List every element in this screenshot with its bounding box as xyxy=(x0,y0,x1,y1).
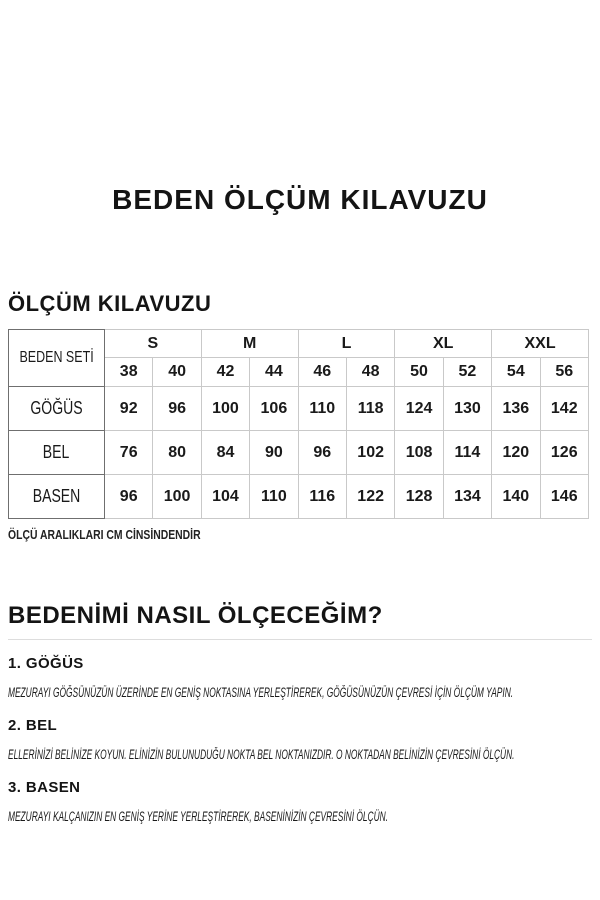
measurement-row xyxy=(9,431,589,475)
measurement-row-label-text: BEL xyxy=(43,442,70,462)
size-group-row xyxy=(9,330,589,358)
step-title: 3. BASEN xyxy=(8,779,81,796)
size-group-header: XL xyxy=(395,330,492,358)
size-number-header: 52 xyxy=(443,358,491,387)
measurement-value-cell: 90 xyxy=(250,431,298,475)
measurement-value-cell: 130 xyxy=(443,387,491,431)
measurement-value-cell: 124 xyxy=(395,387,443,431)
measurement-value-cell: 142 xyxy=(540,387,588,431)
step-title: 1. GÖĞÜS xyxy=(8,655,84,672)
measurement-value-cell: 102 xyxy=(346,431,394,475)
measurement-value-cell: 110 xyxy=(298,387,346,431)
howto-steps xyxy=(8,655,592,824)
units-note-label: ÖLÇÜ ARALIKLARI CM CİNSİNDENDİR xyxy=(8,527,201,542)
units-note xyxy=(8,527,589,542)
size-group-header: XXL xyxy=(492,330,589,358)
table-corner-header-label: BEDEN SETİ xyxy=(19,349,94,366)
measurement-value-cell: 128 xyxy=(395,475,443,519)
measurement-value-cell: 120 xyxy=(492,431,540,475)
measurement-value-cell: 80 xyxy=(153,431,201,475)
measurement-row xyxy=(9,475,589,519)
size-group-header: L xyxy=(298,330,395,358)
step-instruction-text: ELLERİNİZİ BELİNİZE KOYUN. ELİNİZİN BULUNUDUĞU NOKTA BEL NOKTANIZDIR. O NOKTADAN BELİNİZİN ÇEVRESİNİ ÖLÇÜN. xyxy=(8,747,515,762)
measurement-value-cell: 104 xyxy=(201,475,249,519)
measurement-value-cell: 100 xyxy=(153,475,201,519)
measurement-value-cell: 96 xyxy=(153,387,201,431)
page-title: BEDEN ÖLÇÜM KILAVUZU xyxy=(112,184,488,215)
size-group-header: M xyxy=(201,330,298,358)
guide-heading: ÖLÇÜM KILAVUZU xyxy=(8,291,212,316)
size-number-header: 44 xyxy=(250,358,298,387)
measurement-value-cell: 108 xyxy=(395,431,443,475)
measurement-value-cell: 96 xyxy=(298,431,346,475)
measurement-value-cell: 122 xyxy=(346,475,394,519)
measurement-value-cell: 106 xyxy=(250,387,298,431)
measurement-value-cell: 84 xyxy=(201,431,249,475)
step-instruction-text: MEZURAYI GÖĞSÜNÜZÜN ÜZERİNDE EN GENİŞ NOKTASINA YERLEŞTİREREK, GÖĞÜSÜNÜZÜN ÇEVRESİ İÇİN ÖLÇÜM YAPIN. xyxy=(8,685,514,700)
measurement-guide-section xyxy=(8,291,589,542)
measurement-row-label xyxy=(9,431,105,475)
size-number-header: 38 xyxy=(105,358,153,387)
size-number-header: 42 xyxy=(201,358,249,387)
table-corner-header xyxy=(9,330,105,387)
size-number-header: 56 xyxy=(540,358,588,387)
measurement-value-cell: 110 xyxy=(250,475,298,519)
measurement-value-cell: 100 xyxy=(201,387,249,431)
measurement-value-cell: 136 xyxy=(492,387,540,431)
size-number-header: 40 xyxy=(153,358,201,387)
measurement-value-cell: 146 xyxy=(540,475,588,519)
measurement-row-label xyxy=(9,475,105,519)
size-table xyxy=(8,329,589,519)
step-title: 2. BEL xyxy=(8,717,58,734)
measurement-value-cell: 134 xyxy=(443,475,491,519)
how-to-measure-section xyxy=(8,602,592,841)
measurement-value-cell: 76 xyxy=(105,431,153,475)
measurement-row-label-text: BASEN xyxy=(32,486,81,506)
measurement-row-label xyxy=(9,387,105,431)
measurement-value-cell: 118 xyxy=(346,387,394,431)
measurement-value-cell: 114 xyxy=(443,431,491,475)
size-number-header: 46 xyxy=(298,358,346,387)
size-number-header: 50 xyxy=(395,358,443,387)
measurement-row xyxy=(9,387,589,431)
size-number-header: 54 xyxy=(492,358,540,387)
step-instruction-text: MEZURAYI KALÇANIZIN EN GENİŞ YERİNE YERLEŞTİREREK, BASENİNİZİN ÇEVRESİNİ ÖLÇÜN. xyxy=(8,809,388,824)
measurement-value-cell: 92 xyxy=(105,387,153,431)
measurement-row-label-text: GÖĞÜS xyxy=(30,398,83,418)
size-number-header: 48 xyxy=(346,358,394,387)
howto-heading: BEDENİMİ NASIL ÖLÇECEĞİM? xyxy=(8,602,592,640)
measurement-value-cell: 140 xyxy=(492,475,540,519)
measurement-value-cell: 126 xyxy=(540,431,588,475)
size-group-header: S xyxy=(105,330,202,358)
measurement-value-cell: 116 xyxy=(298,475,346,519)
measurement-value-cell: 96 xyxy=(105,475,153,519)
